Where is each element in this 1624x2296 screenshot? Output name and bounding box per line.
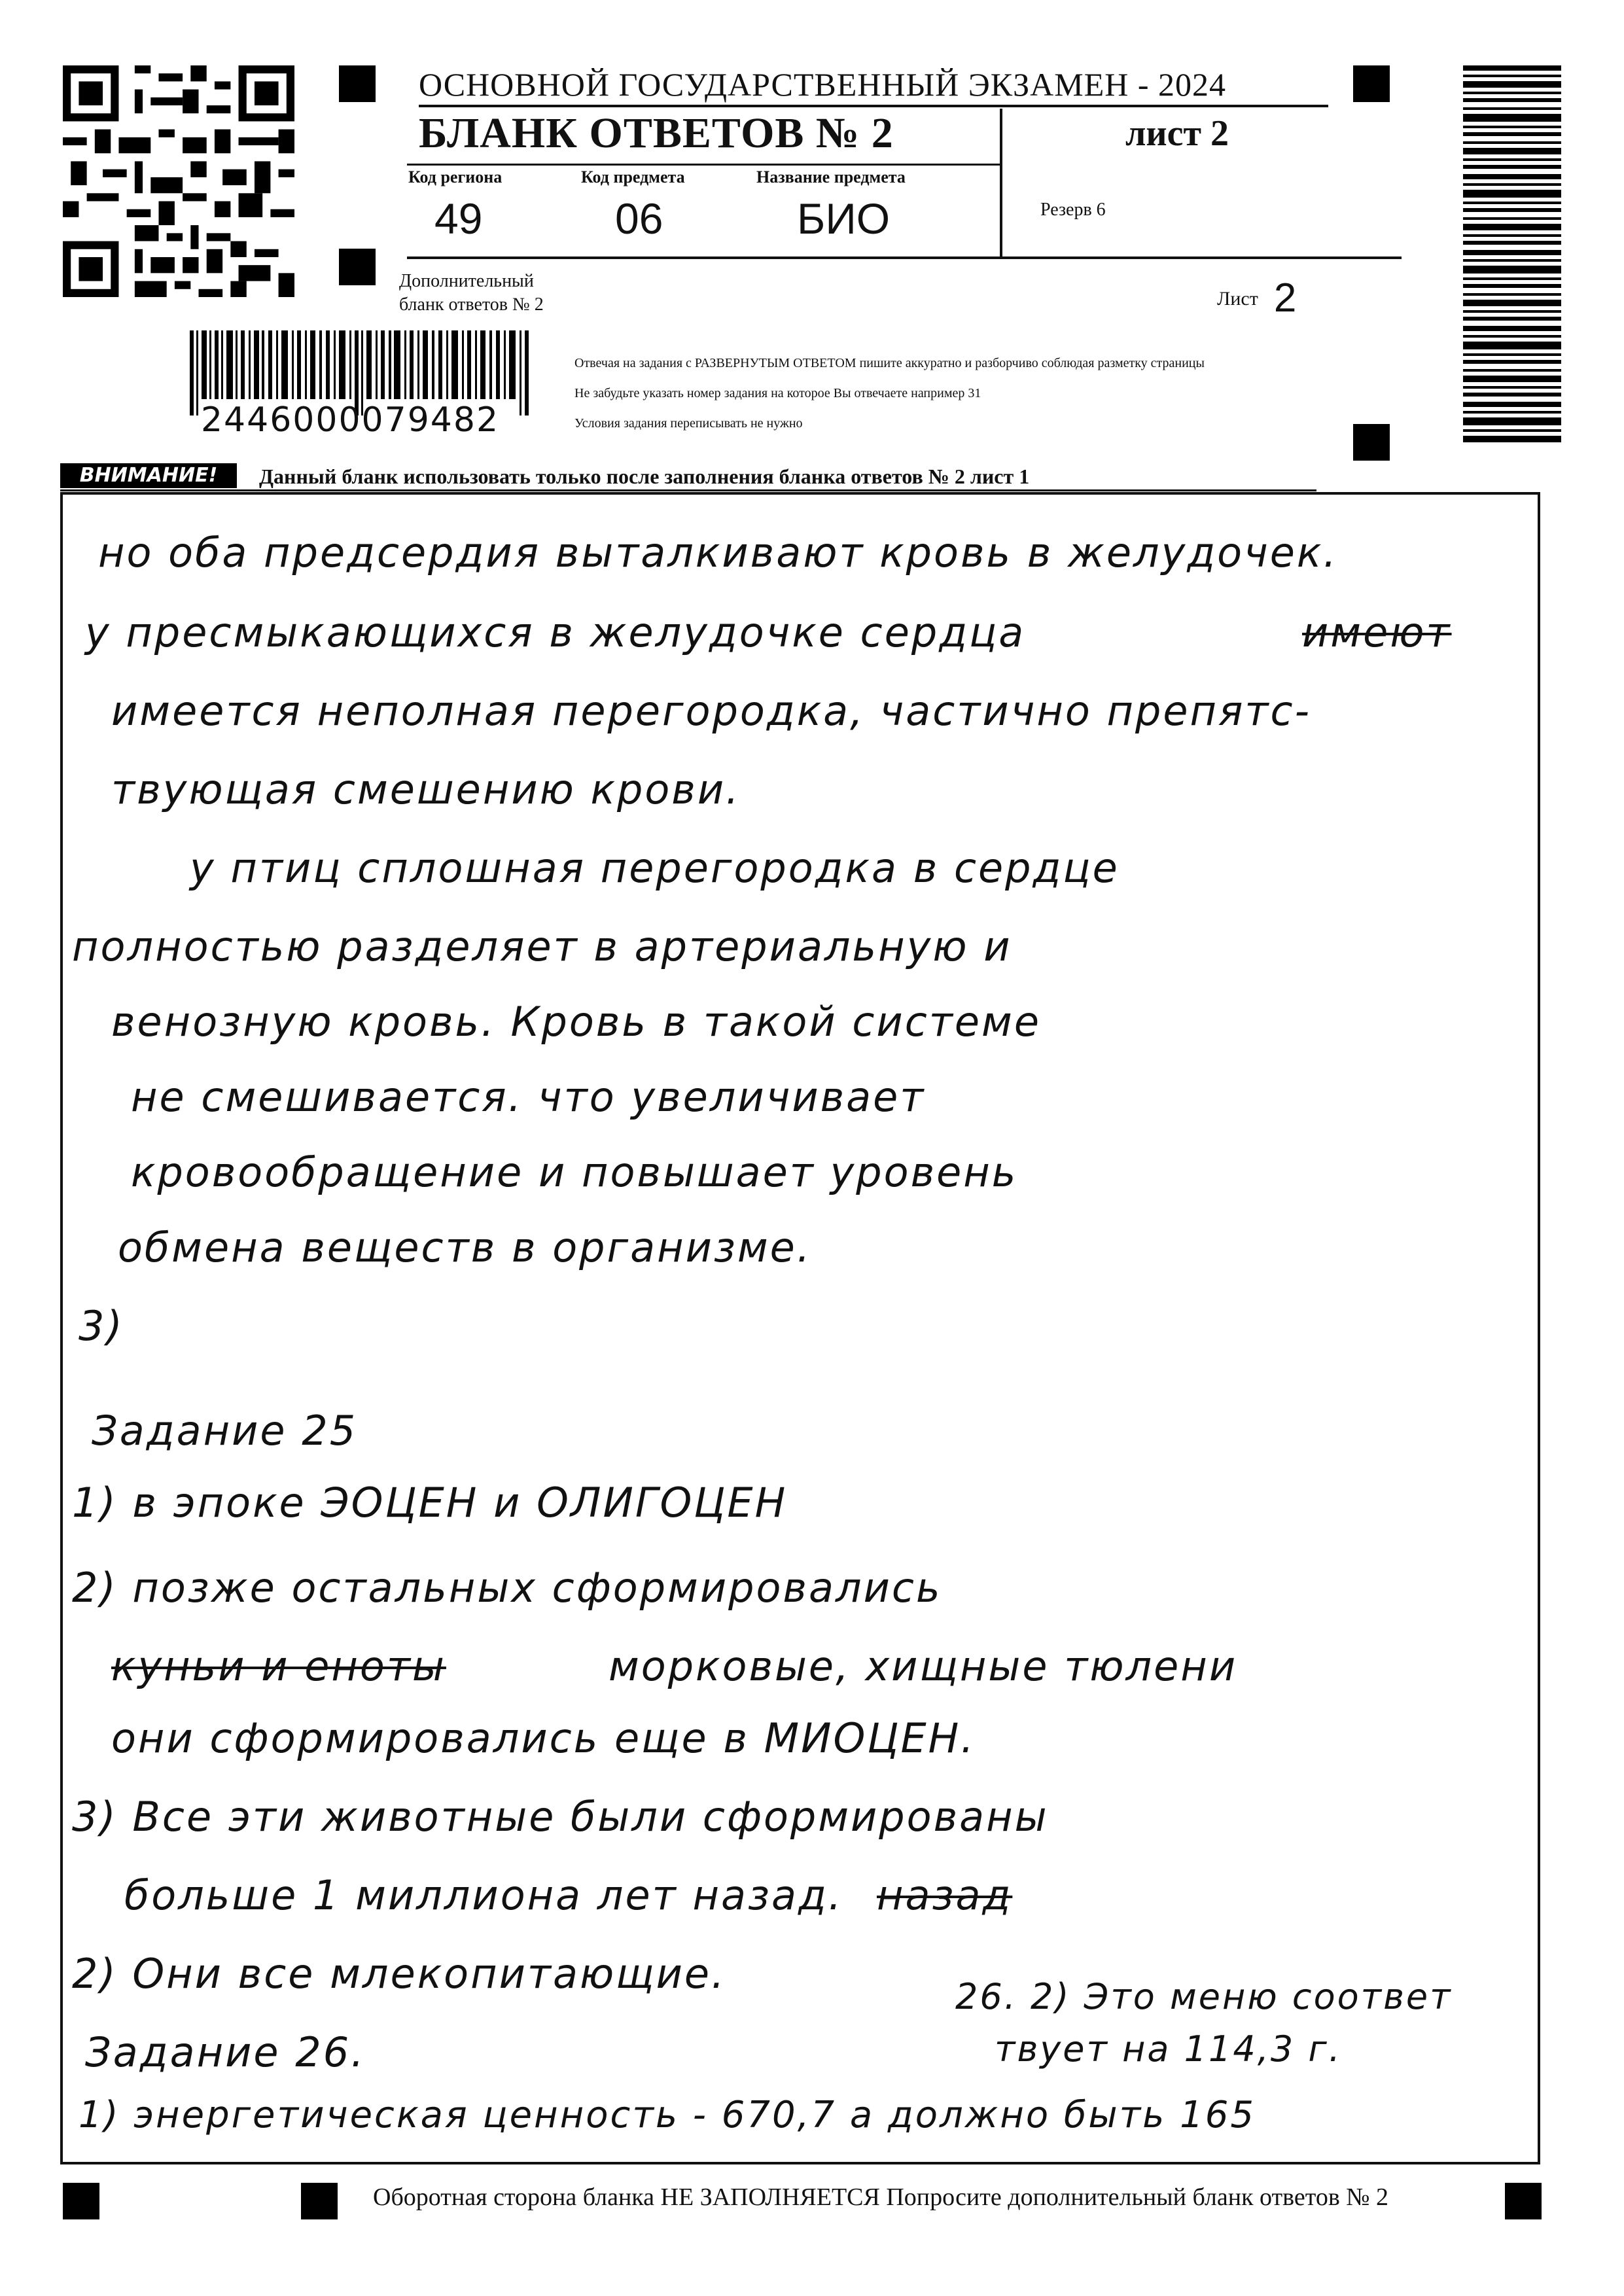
subject-name-value: БИО <box>797 194 891 243</box>
sheet-number-value: 2 <box>1273 275 1297 321</box>
handwriting-line: Задание 25 <box>92 1407 358 1455</box>
sheet-label: лист 2 <box>1125 113 1229 154</box>
registration-marker <box>63 2183 99 2219</box>
instruction-line: Не забудьте указать номер задания на которое Вы отвечаете например 31 <box>574 386 981 400</box>
handwriting-line: 26. 2) Это меню соответ <box>955 1976 1453 2017</box>
footer-note: Оборотная сторона бланка НЕ ЗАПОЛНЯЕТСЯ Попросите дополнительный бланк ответов № 2 <box>373 2183 1389 2211</box>
handwriting-line: твующая смешению крови. <box>111 766 741 813</box>
region-code-label: Код региона <box>408 168 503 186</box>
handwriting-line: полностью разделяет в артериальную и <box>72 923 1012 970</box>
exam-title: ОСНОВНОЙ ГОСУДАРСТВЕННЫЙ ЭКЗАМЕН - 2024 <box>419 66 1226 103</box>
barcode-number: 2446000079482 <box>200 400 500 440</box>
sheet-number-label: Лист <box>1217 288 1258 309</box>
handwriting-line: 1) в эпоке ЭОЦЕН и ОЛИГОЦЕН <box>72 1479 788 1527</box>
handwriting-line: венозную кровь. Кровь в такой системе <box>111 998 1041 1046</box>
divider <box>407 164 1002 166</box>
attention-badge: ВНИМАНИЕ! <box>60 463 237 488</box>
handwriting-line: имеется неполная перегородка, частично препятс- <box>111 687 1311 735</box>
subject-code-label: Код предмета <box>581 168 685 186</box>
handwriting-line: 2) Они все млекопитающие. <box>72 1950 726 1998</box>
handwriting-strikeout: имеют <box>1302 609 1452 656</box>
registration-marker <box>1353 65 1390 102</box>
additional-form-label-line: Дополнительный <box>399 271 534 291</box>
qr-code-icon <box>63 65 294 297</box>
instruction-line: Условия задания переписывать не нужно <box>574 416 803 431</box>
handwriting-strikeout: куньи и еноты <box>111 1642 446 1690</box>
registration-marker <box>301 2183 338 2219</box>
subject-code-value: 06 <box>615 194 663 243</box>
sheet-number <box>1217 275 1296 321</box>
handwriting-line: Задание 26. <box>85 2028 366 2076</box>
handwriting-line: твует на 114,3 г. <box>995 2028 1342 2070</box>
handwriting-line: 2) позже остальных сформировались <box>72 1564 942 1612</box>
handwriting-line: обмена веществ в организме. <box>118 1224 812 1271</box>
handwriting-line: у птиц сплошная перегородка в сердце <box>190 844 1120 892</box>
divider <box>419 105 1328 107</box>
registration-marker <box>1505 2183 1542 2219</box>
divider <box>60 489 1316 491</box>
registration-marker <box>339 65 376 102</box>
attention-text: Данный бланк использовать только после заполнения бланка ответов № 2 лист 1 <box>259 465 1030 488</box>
divider <box>1000 109 1002 256</box>
handwriting-line: но оба предсердия выталкивают кровь в желудочек. <box>98 529 1339 576</box>
registration-marker <box>339 249 376 285</box>
subject-name-label: Название предмета <box>756 168 906 186</box>
additional-form-label-line: бланк ответов № 2 <box>399 294 544 315</box>
handwriting-line: 1) энергетическая ценность - 670,7 а должно быть 165 <box>79 2094 1256 2136</box>
instruction-line: Отвечая на задания с РАЗВЕРНУТЫМ ОТВЕТОМ пишите аккуратно и разборчиво соблюдая разметку страницы <box>574 356 1205 370</box>
handwriting-line: они сформировались еще в МИОЦЕН. <box>111 1714 976 1762</box>
handwriting-line: не смешивается. что увеличивает <box>131 1073 926 1121</box>
form-name: БЛАНК ОТВЕТОВ № 2 <box>419 109 894 157</box>
region-code-value: 49 <box>434 194 483 243</box>
handwriting-line: 3) Все эти животные были сформированы <box>72 1793 1049 1841</box>
instructions <box>574 348 1399 438</box>
additional-form-label <box>399 270 544 317</box>
barcode-vertical-icon <box>1463 65 1561 445</box>
reserve-field: Резерв 6 <box>1040 200 1106 220</box>
handwriting-line: морковые, хищные тюлени <box>609 1642 1238 1690</box>
handwriting-line: 3) <box>79 1302 124 1350</box>
handwriting-line: кровообращение и повышает уровень <box>131 1148 1018 1196</box>
handwriting-line: у пресмыкающихся в желудочке сердца <box>85 609 1026 656</box>
handwriting-strikeout: назад <box>877 1871 1013 1919</box>
handwriting-line: больше 1 миллиона лет назад. <box>124 1871 843 1919</box>
